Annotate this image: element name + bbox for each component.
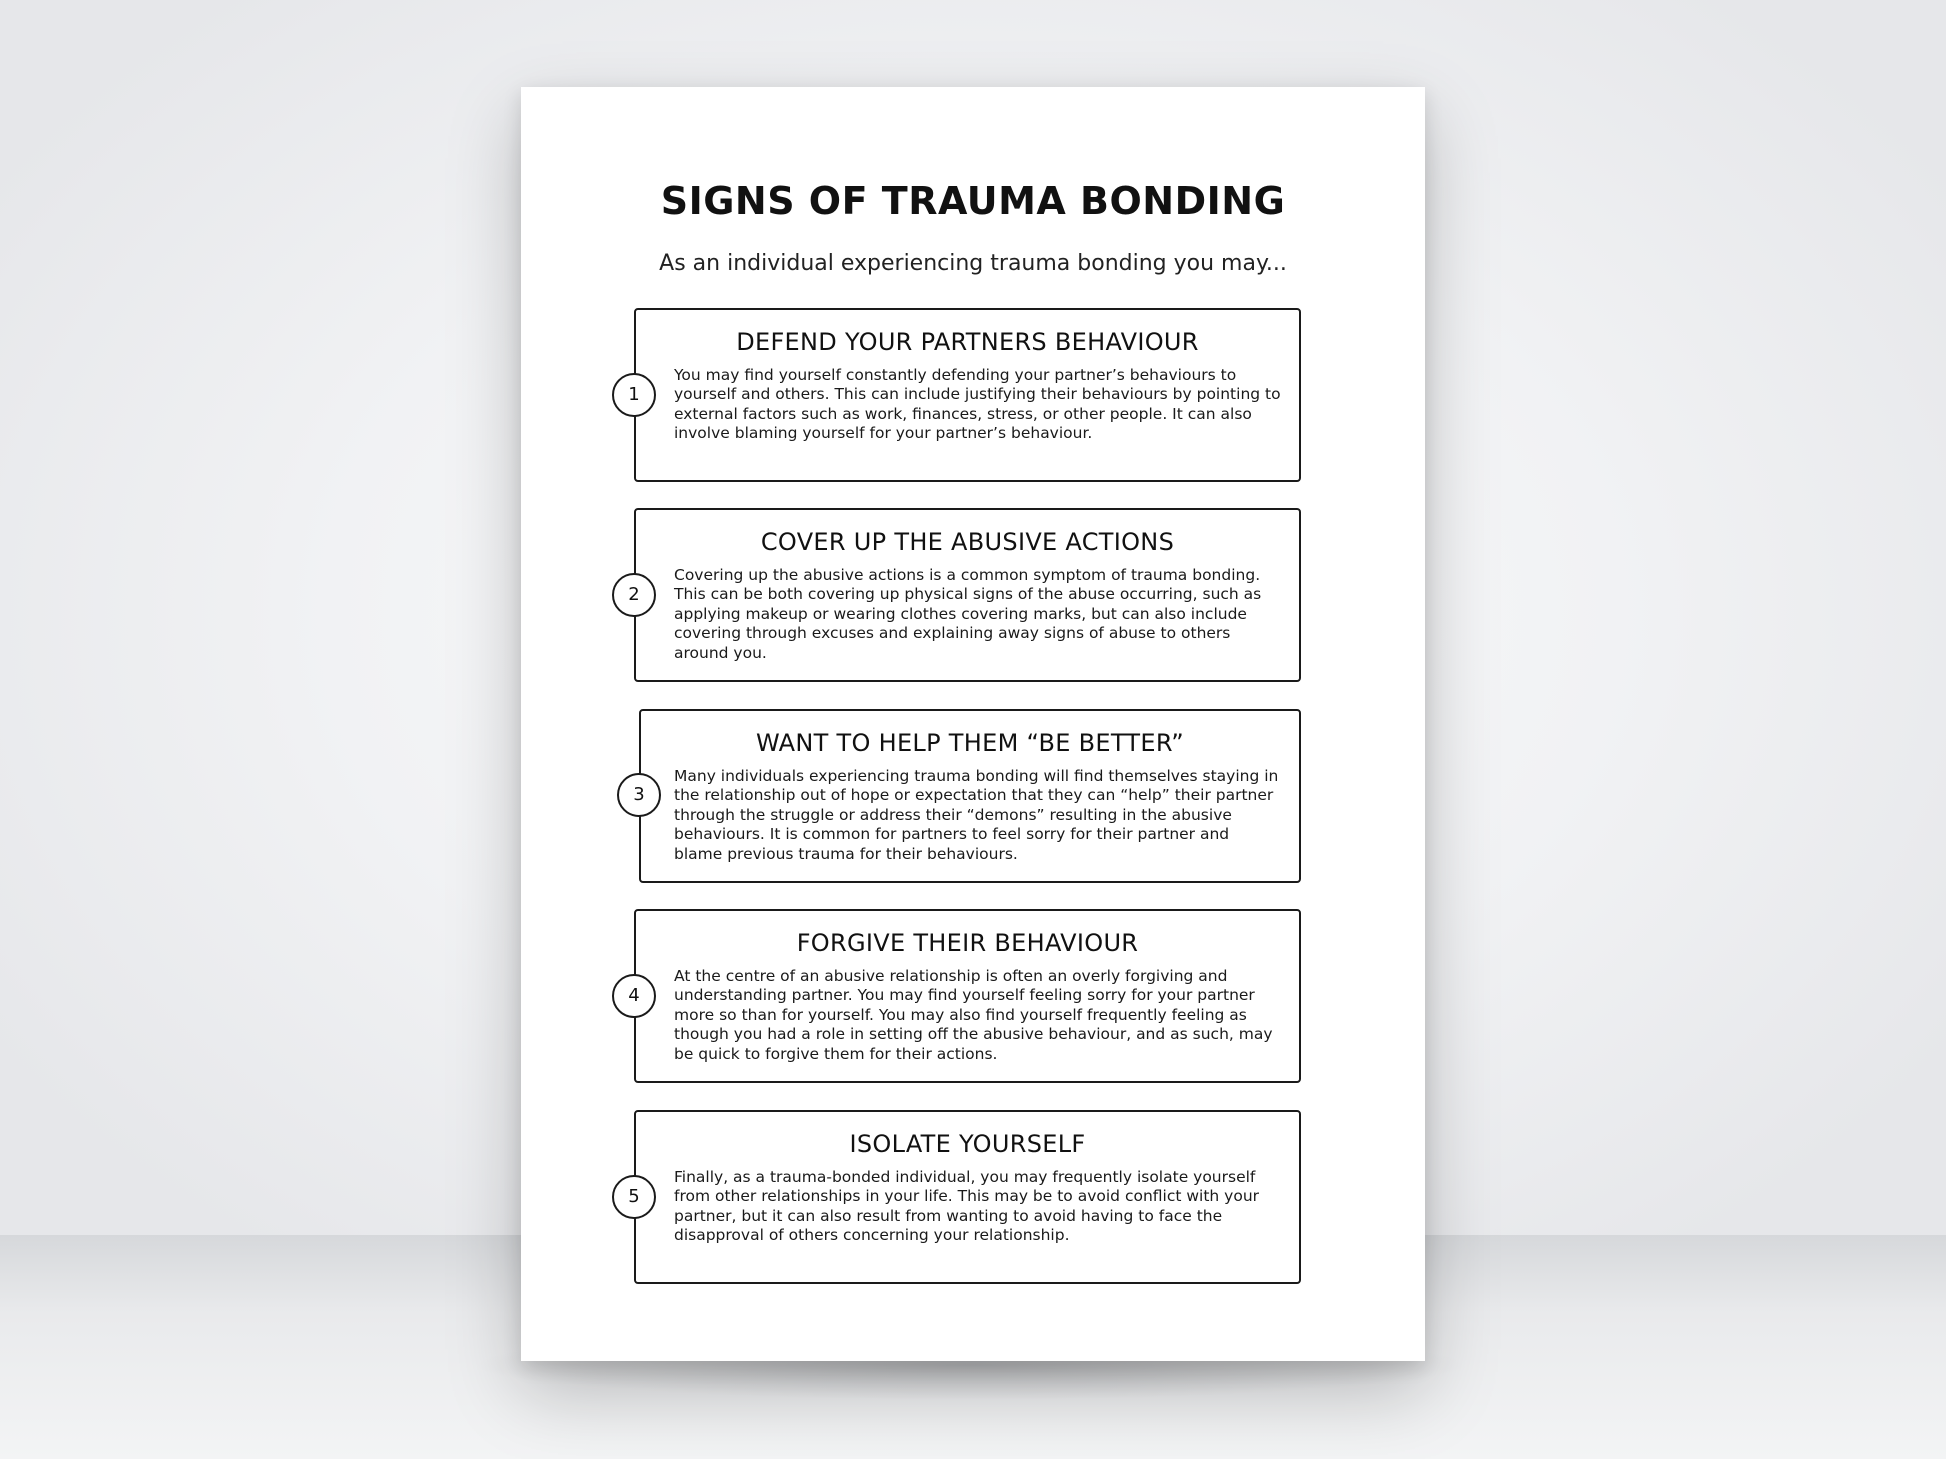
document-sheet bbox=[521, 87, 1425, 1361]
number-badge-3: 3 bbox=[617, 773, 661, 817]
sign-card-body: Many individuals experiencing trauma bonding will find themselves staying in the relationship out of hope or expectation that they can “help” their partner through the struggle or address their “demons” resulting in the abusive behaviours. It is common for partners to feel sorry for their partner and blame previous trauma for their behaviours. bbox=[674, 767, 1279, 863]
sign-card-body: Finally, as a trauma-bonded individual, you may frequently isolate yourself from other relationships in your life. This may be to avoid conflict with your partner, but it can also result from wanting to avoid having to face the disapproval of others concerning your relationship. bbox=[674, 1168, 1260, 1245]
number-badge-1: 1 bbox=[612, 373, 656, 417]
page-title: SIGNS OF TRAUMA BONDING bbox=[660, 179, 1286, 223]
sign-card-heading: FORGIVE THEIR BEHAVIOUR bbox=[796, 929, 1139, 957]
sign-card-body: At the centre of an abusive relationship is often an overly forgiving and understanding partner. You may find yourself feeling sorry for your partner more so than for yourself. You may also find yourself frequently feeling as though you had a role in setting off the abusive behaviour, and as such, may be quick to forgive them for their actions. bbox=[674, 967, 1273, 1063]
sign-card-heading: WANT TO HELP THEM “BE BETTER” bbox=[755, 729, 1185, 757]
sign-card-3 bbox=[639, 709, 1301, 883]
page-intro: As an individual experiencing trauma bonding you may... bbox=[659, 251, 1287, 276]
sign-card-heading: DEFEND YOUR PARTNERS BEHAVIOUR bbox=[736, 328, 1199, 356]
sign-card-2 bbox=[634, 508, 1301, 682]
sign-card-1 bbox=[634, 308, 1301, 482]
number-badge-2: 2 bbox=[612, 573, 656, 617]
number-badge-4: 4 bbox=[612, 974, 656, 1018]
sign-card-heading: COVER UP THE ABUSIVE ACTIONS bbox=[760, 528, 1175, 556]
number-badge-5: 5 bbox=[612, 1175, 656, 1219]
sign-card-heading: ISOLATE YOURSELF bbox=[849, 1130, 1086, 1158]
sign-card-body: You may find yourself constantly defending your partner’s behaviours to yourself and others. This can include justifying their behaviours by pointing to external factors such as work, finances, stress, or other people. It can also involve blaming yourself for your partner’s behaviour. bbox=[674, 366, 1281, 443]
sign-card-body: Covering up the abusive actions is a common symptom of trauma bonding. This can be both covering up physical signs of the abuse occurring, such as applying makeup or wearing clothes covering marks, but can also include covering through excuses and explaining away signs of abuse to others around you. bbox=[674, 566, 1262, 662]
sign-card-4 bbox=[634, 909, 1301, 1083]
sign-card-5 bbox=[634, 1110, 1301, 1284]
